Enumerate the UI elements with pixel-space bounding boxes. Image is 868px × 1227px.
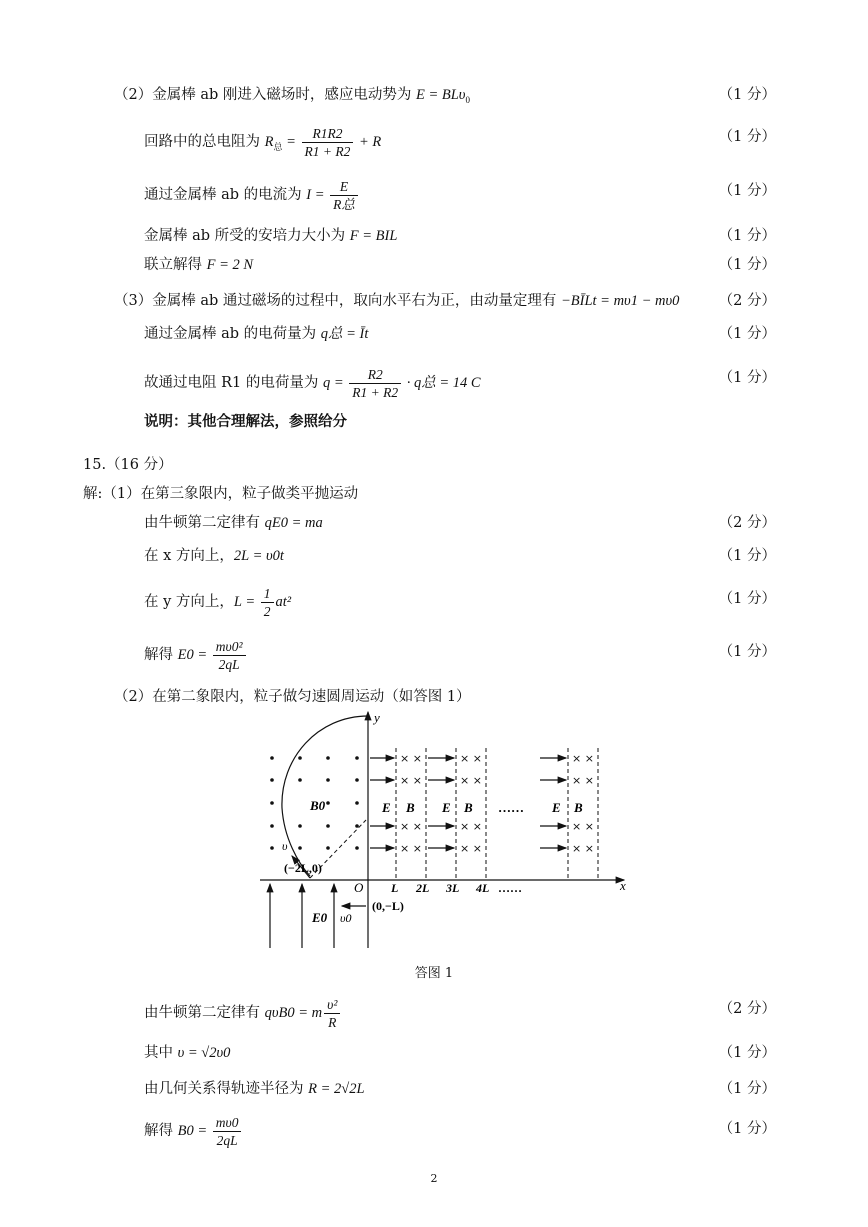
solution-line-15: [144, 638, 248, 673]
solution-line-11: 解:（1）在第三象限内，粒子做类平抛运动: [83, 486, 359, 502]
score-2: （1 分）: [718, 129, 776, 145]
svg-text:……: ……: [498, 881, 522, 895]
point-a-label: (−2L,0): [284, 861, 322, 875]
score-6: （2 分）: [718, 293, 776, 309]
text: 由几何关系得轨迹半径为: [144, 1081, 309, 1097]
solution-line-7: [144, 325, 368, 343]
score-3: （1 分）: [718, 183, 776, 199]
svg-text:3L: 3L: [446, 881, 460, 895]
solution-line-18: [144, 1044, 230, 1062]
solution-line-17: [144, 996, 342, 1031]
question-15-title: 15.（16 分）: [83, 457, 173, 473]
text: 故通过电阻 R1 的电荷量为: [144, 374, 323, 391]
solution-line-14: [144, 585, 291, 620]
fraction: $\frac{m\upsilon 0}{2qL}$: [213, 1114, 242, 1149]
score-5: （1 分）: [718, 257, 776, 273]
text: 金属棒 ab 所受的安培力大小为: [144, 228, 350, 244]
score-17: （2 分）: [718, 1001, 776, 1017]
e0-label: E0: [312, 910, 328, 925]
fraction: $\frac{1}{2}$: [261, 585, 274, 620]
svg-text:2L: 2L: [416, 881, 430, 895]
resistance-formula: $R_总$ = $\frac{R1R2}{R1 + R2}$ + R: [264, 126, 382, 159]
svg-text:B: B: [406, 800, 415, 815]
solution-line-20: [144, 1114, 243, 1149]
v-label: υ: [282, 839, 288, 853]
figure-caption: 答图 1: [414, 966, 454, 981]
answer-figure-1: [258, 708, 638, 956]
svg-text:E: E: [552, 800, 561, 815]
score-15: （1 分）: [718, 644, 776, 660]
svg-text:× ×: × ×: [400, 752, 422, 765]
x-label: x: [620, 878, 626, 893]
text: 在 y 方向上，: [144, 593, 234, 610]
svg-text:E: E: [442, 800, 451, 815]
solution-line-1: [114, 86, 470, 109]
strip-dividers: [396, 748, 598, 878]
svg-text:× ×: × ×: [460, 842, 482, 855]
score-1: （1 分）: [718, 87, 776, 103]
fraction: $\frac{R2}{R1 + R2}$: [349, 366, 401, 401]
text: （2）金属棒 ab 刚进入磁场时，感应电动势为: [114, 87, 416, 103]
svg-text:× ×: × ×: [460, 752, 482, 765]
solution-line-5: [144, 256, 253, 274]
score-12: （2 分）: [718, 515, 776, 531]
middle-ellipsis: ……: [498, 800, 524, 815]
b0-result: B0 = $\frac{m\upsilon 0}{2qL}$: [178, 1123, 244, 1139]
text: 由牛顿第二定律有: [144, 515, 265, 531]
fraction: $\frac{\text{υ²}}{R}$: [324, 996, 340, 1031]
newton-formula: qE0 = ma: [264, 515, 323, 531]
score-19: （1 分）: [718, 1081, 776, 1097]
text: 通过金属棒 ab 的电流为: [144, 186, 307, 203]
svg-text:× ×: × ×: [460, 774, 482, 787]
y-label: y: [374, 710, 380, 725]
text: 解得: [144, 646, 178, 663]
svg-text:4L: 4L: [476, 881, 490, 895]
solution-line-16: （2）在第二象限内，粒子做匀速圆周运动（如答图 1）: [114, 689, 471, 705]
svg-text:B: B: [574, 800, 583, 815]
y-motion-formula: L = $\frac{1}{2}$ at²: [233, 586, 292, 619]
score-14: （1 分）: [718, 591, 776, 607]
charge-formula: q总 = Īt: [320, 326, 369, 342]
b0-label: B0: [310, 798, 326, 813]
force-formula: F = BIL: [349, 228, 398, 244]
svg-text:× ×: × ×: [572, 752, 594, 765]
score-7: （1 分）: [718, 326, 776, 342]
solution-line-6: [114, 292, 679, 310]
b-field-crosses: [400, 752, 594, 855]
svg-text:× ×: × ×: [400, 774, 422, 787]
svg-text:× ×: × ×: [572, 774, 594, 787]
solution-line-2: [144, 125, 381, 160]
page-number: 2: [430, 1172, 438, 1185]
force-result: F = 2 N: [206, 257, 254, 273]
solution-line-4: [144, 227, 397, 245]
emf-formula: E = BLυ$_0$: [415, 87, 470, 105]
score-4: （1 分）: [718, 228, 776, 244]
solution-line-12: [144, 514, 323, 532]
momentum-formula: −BĪLt = mυ1 − mυ0: [560, 293, 680, 309]
charge-r1-formula: q = $\frac{R2}{R1 + R2}$ · q总 = 14 C: [322, 367, 481, 400]
note-line: 说明：其他合理解法，参照给分: [144, 413, 347, 430]
e0-result: E0 = $\frac{\text{mυ0²}}{2qL}$: [178, 647, 248, 663]
trajectory-arc: [282, 716, 368, 876]
text: 联立解得: [144, 257, 207, 273]
score-8: （1 分）: [718, 370, 776, 386]
circular-formula: qυB0 = m $\frac{\text{υ²}}{R}$: [265, 1005, 343, 1021]
velocity-formula: υ = √2υ0: [177, 1045, 231, 1061]
text: 其中: [144, 1045, 178, 1061]
svg-text:× ×: × ×: [400, 842, 422, 855]
score-20: （1 分）: [718, 1121, 776, 1137]
text: 通过金属棒 ab 的电荷量为: [144, 326, 321, 342]
fraction: $\frac{E}{\text{R总}}$: [330, 178, 358, 213]
svg-text:× ×: × ×: [572, 820, 594, 833]
text: 由牛顿第二定律有: [144, 1004, 265, 1021]
svg-text:B: B: [464, 800, 473, 815]
point-b-label: (0,−L): [372, 899, 404, 913]
svg-text:× ×: × ×: [572, 842, 594, 855]
solution-line-3: [144, 178, 360, 213]
radius-formula: R = 2√2L: [308, 1081, 365, 1097]
score-18: （1 分）: [718, 1045, 776, 1061]
text: 回路中的总电阻为: [144, 133, 265, 150]
text: 解得: [144, 1122, 178, 1139]
current-formula: I = $\frac{E}{\text{R总}}$: [306, 187, 360, 203]
svg-text:E: E: [382, 800, 391, 815]
solution-line-13: [144, 547, 284, 565]
score-13: （1 分）: [718, 548, 776, 564]
origin-label: O: [354, 880, 364, 895]
svg-text:× ×: × ×: [460, 820, 482, 833]
text: （3）金属棒 ab 通过磁场的过程中，取向水平右为正，由动量定理有: [114, 293, 561, 309]
x-motion-formula: 2L = υ0t: [233, 548, 284, 564]
fraction: $\frac{R1R2}{R1 + R2}$: [302, 125, 354, 160]
text: 在 x 方向上，: [144, 548, 234, 564]
solution-line-8: [144, 366, 481, 401]
fraction: $\frac{\text{mυ0²}}{2qL}$: [213, 638, 246, 673]
v0-label: υ0: [340, 911, 352, 925]
svg-text:L: L: [391, 881, 399, 895]
svg-text:× ×: × ×: [400, 820, 422, 833]
solution-line-19: [144, 1080, 365, 1098]
